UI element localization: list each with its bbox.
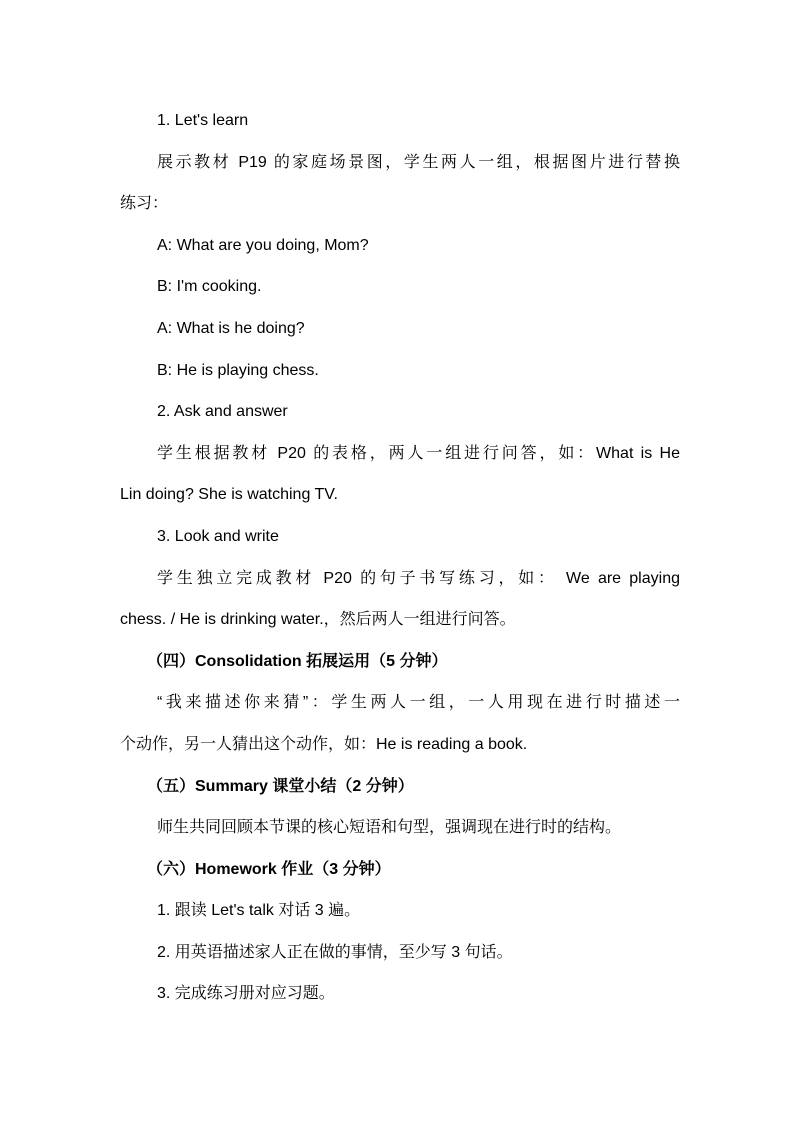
dialogue-line: B: He is playing chess. [157, 361, 319, 379]
paragraph-text: 学生独立完成教材 P20 的句子书写练习，如： We are playing [157, 569, 680, 587]
dialogue-line: A: What are you doing, Mom? [157, 236, 369, 254]
dialogue-line: B: I'm cooking. [157, 278, 262, 296]
step-lets-learn: 1. Let's learn [157, 112, 249, 129]
paragraph-text: 练习： [120, 195, 169, 213]
paragraph-text: 展示教材 P19 的家庭场景图，学生两人一组，根据图片进行替换 [157, 153, 680, 171]
paragraph-text: 师生共同回顾本节课的核心短语和句型，强调现在进行时的结构。 [157, 819, 622, 837]
step-ask-and-answer: 2. Ask and answer [157, 403, 288, 421]
paragraph-text: chess. / He is drinking water.，然后两人一组进行问答。 [120, 611, 516, 629]
homework-item: 1. 跟读 Let's talk 对话 3 遍。 [157, 902, 361, 920]
paragraph-text: Lin doing? She is watching TV. [120, 486, 338, 504]
section-heading-summary: （五）Summary 课堂小结（2 分钟） [147, 777, 414, 795]
homework-item: 2. 用英语描述家人正在做的事情，至少写 3 句话。 [157, 943, 513, 961]
paragraph-text: “我来描述你来猜”：学生两人一组，一人用现在进行时描述一 [157, 694, 680, 712]
section-heading-consolidation: （四）Consolidation 拓展运用（5 分钟） [147, 652, 448, 670]
dialogue-line: A: What is he doing? [157, 319, 305, 337]
step-look-and-write: 3. Look and write [157, 527, 279, 545]
section-heading-homework: （六）Homework 作业（3 分钟） [147, 860, 391, 878]
document-body [120, 100, 680, 1015]
homework-item: 3. 完成练习册对应习题。 [157, 985, 335, 1003]
paragraph-text: 学生根据教材 P20 的表格，两人一组进行问答，如：What is He [157, 444, 680, 462]
paragraph-text: 个动作，另一人猜出这个动作，如：He is reading a book. [120, 735, 528, 753]
